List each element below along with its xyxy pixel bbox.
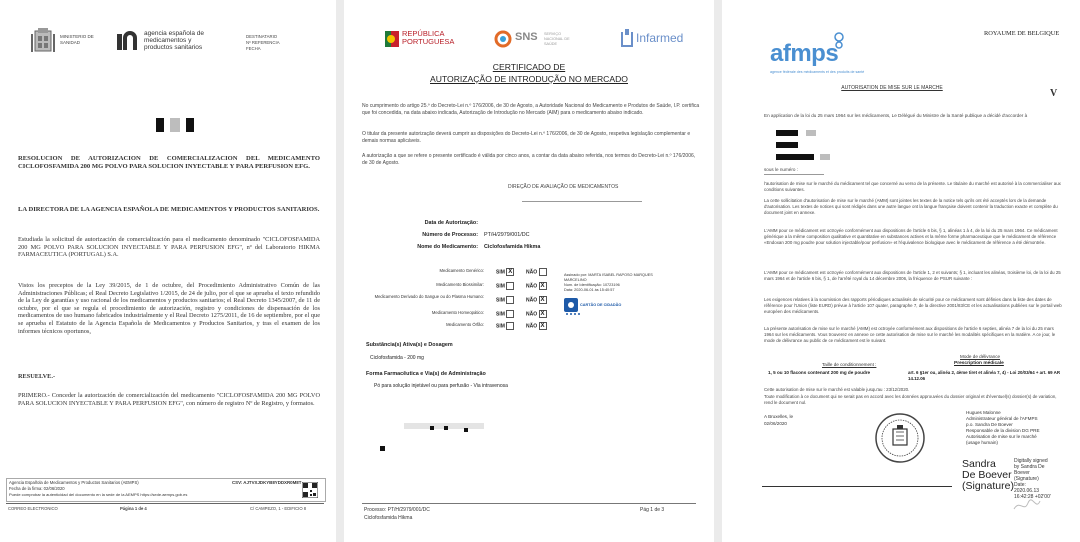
resuelve-heading: RESUELVE.- — [18, 373, 56, 380]
redaction — [776, 130, 798, 136]
field-value-name: Ciclofosfamida Hikma — [484, 244, 541, 250]
aemps-name: agencia española de medicamentos y productos sanitarios — [144, 30, 204, 51]
signer-big-1: Sandra — [962, 458, 996, 470]
table-header-delivery: Mode de délivrance — [960, 354, 1001, 359]
belgium-paragraph-2: La cette sollicitation d'autorisation de mise sur le marché (AMM) sont jointes les textes de la notice tels qu'ils ont été acceptés lors de la demande d'autorisation. Les textes de notices qui sont rédigés dans une autre langue ont la langue française doivent contenir la traduction exacte et complète du document joint en annexe. — [764, 198, 1058, 215]
form-heading: Forma Farmacêutica e Via(s) de Administração — [366, 371, 486, 377]
belgium-document — [722, 0, 1080, 542]
citizen-card-name: CARTÃO DE CIDADÃO — [580, 303, 622, 307]
check-label-generic: Medicamento Genérico: — [439, 268, 484, 273]
check-label-homeopathic: Medicamento Homeopático: — [431, 310, 484, 315]
digital-sig-1: Digitally signed — [1014, 458, 1048, 464]
table-row-delivery: art. 6 §1er ou, alinéa 2, 4ème tiret et alinéa 7, 4) - Loi 20/03/64 + art. 69 AR 14.12.06 — [908, 370, 1060, 381]
field-label-date: Data de Autorização: — [424, 220, 478, 226]
spain-paragraph-1: Estudiada la solicitud de autorización de comercialización para el medicamento denominado "CICLOFOSFAMIDA 200 MG POLVO PARA SOLUCION INYECTABLE Y PARA PERFUSION EFG", nº del Laboratorio HIKMA FARMACEUTICA (PORTUGAL) S.A. — [18, 236, 320, 259]
signature-date: 02/06/2020 — [764, 421, 787, 426]
signer-line-3: p.o. Sandra De Boever — [966, 422, 1013, 427]
footer-page: Página 1 de 4 — [120, 506, 147, 511]
redaction — [380, 446, 385, 451]
handwritten-signature-icon — [1012, 495, 1042, 515]
digital-sig-4: (Signature) — [1014, 476, 1039, 482]
certificate-subtitle: AUTORIZAÇÃO DE INTRODUÇÃO NO MERCADO — [430, 74, 628, 84]
header-right-3: FECHA — [246, 46, 261, 51]
footer-rule — [6, 503, 324, 504]
footer-date: Fecha de la firma: 02/06/2020 — [9, 486, 65, 491]
redaction — [806, 130, 816, 136]
signature-signer-2: MARCELINO — [564, 278, 587, 282]
footer-page: Pág 1 de 3 — [640, 507, 665, 513]
footer-address: C/ CAMPEZO, 1 - EDIFICIO 8 — [250, 506, 307, 511]
signature-signer: Assinado por: MARTA ISABEL RAPOSO MARQUES — [564, 273, 653, 277]
redaction — [820, 154, 830, 160]
portugal-paragraph-3: A autorização a que se refere o presente certificado é válida por cinco anos, a contar da data abaixo referida, nos termos do Decreto-Lei n.º 176/2006, de 30 de Agosto. — [362, 153, 696, 166]
check-nao: NÃO X — [526, 297, 545, 304]
check-nao: NÃO X — [526, 323, 545, 330]
check-label-orphan: Medicamento Órfão: — [446, 322, 484, 327]
belgium-paragraph-3: L'AMM pour ce médicament est octroyée conformément aux dispositions de l'article 6 bis, § 1, alinéas 1 à 4, de la loi du 25 mars 1964. Ce médicament générique a la même composition qualitative et quantitative en substances actives et la même forme pharmaceutique que le médicament de référence «Endoxan 200 mg poudre pour solution injectable/pour perfusion» et l'équivalence biologique avec le médicament de référence a été démontrée. — [764, 228, 1058, 245]
signer-line-1: Hugues Malonne — [966, 410, 1001, 415]
infarmed-name: Infarmed — [636, 31, 684, 45]
aemps-logo-icon — [116, 30, 142, 52]
redaction — [444, 426, 448, 430]
republica-name: REPÚBLICA PORTUGUESA — [402, 29, 455, 46]
digital-sig-7: 16:42:28 +02'00' — [1014, 494, 1051, 500]
signature-date: Data: 2020-06-01 às 15:40:57 — [564, 288, 615, 292]
check-sim: SIM — [496, 282, 514, 290]
footer-csv: CSV: AJTVXJDKYB8YDDXR0M8T — [232, 480, 302, 485]
header-right-2: Nº REFERENCIA — [246, 40, 280, 45]
belgium-paragraph-4: L'AMM pour ce médicament est octroyée conformément aux dispositions de l'article 1, 2 et suivants; § 1, incluant les alinéas, troisième loi, de la loi du 25 mars 1964 et de l'article 6 bis, § 1, de l'arrêté royal du 14 décembre 2006, la fréquence de PSUR suivante : — [764, 270, 1061, 281]
afmps-drop-icon — [832, 32, 846, 50]
check-sim: SIM X — [496, 269, 513, 276]
spain-paragraph-2: Vistos los preceptos de la Ley 39/2015, de 1 de octubre, del Procedimiento Administrativo Común de las Administraciones Públicas; el Real Decreto Legislativo 1/2015, de 24 de julio, por el que se aprueba el texto refundido de la Ley de garantías y uso racional de los medicamentos y productos sanitarios; el Real Decreto 1345/2007, de 11 de octubre, por el que se regula el procedimiento de autorización, registro y condiciones de dispensación de los medicamentos de uso humano fabricados industrialmente y el Real Decreto 1275/2011, de 16 de septiembre, por el que se aprueba el Estatuto de la Agencia Española de Medicamentos y Productos Sanitarios, y tras el examen de los informes técnicos oportunos, — [18, 282, 320, 335]
header-right-1: DESTINATARIO — [246, 34, 278, 39]
page-gap — [336, 0, 344, 542]
infarmed-logo-icon — [620, 28, 634, 48]
footer-verify: Agencia Española de Medicamentos y Productos Sanitarios (AEMPS) — [9, 480, 139, 485]
director-heading: LA DIRECTORA DE LA AGENCIA ESPAÑOLA DE MEDICAMENTOS Y PRODUCTOS SANITARIOS. — [18, 206, 320, 213]
portugal-paragraph-2: O titular da presente autorização deverá cumprir as disposições do Decreto-Lei n.º 176/2006, de 30 de Agosto, respetiva legislação complementar e demais normas aplicáveis. — [362, 131, 691, 144]
official-seal-icon — [874, 412, 926, 464]
signature-line — [522, 201, 642, 202]
signer-line-2: Administrateur général de l'AFMPS — [966, 416, 1038, 421]
table-row-package: 1, 5 ou 10 flacons contenant 200 mg de poudre — [768, 370, 871, 375]
signature-id: Num. de Identificação: 10723196 — [564, 283, 620, 287]
footer-link[interactable]: Puede comprobar la autenticidad del documento en la sede de la AEMPS https://sede.aemps.gob.es — [9, 492, 188, 497]
sns-logo-icon — [494, 30, 512, 48]
redaction — [170, 118, 180, 132]
validity-note: Toute modification à ce document qui ne serait pas en accord avec les données approuvées du dossier original et d'éventuel(s) dossier(s) de variation, rend le document nul. — [764, 394, 1057, 405]
redaction — [156, 118, 164, 132]
signer-line-4: Responsable de la division DG PRE — [966, 428, 1040, 433]
number-rule — [764, 174, 824, 175]
coat-of-arms-icon — [30, 26, 56, 56]
certificate-title: CERTIFICADO DE — [492, 62, 566, 72]
afmps-subtitle: agence fédérale des médicaments et des produits de santé — [770, 70, 865, 74]
kingdom-name: ROYAUME DE BELGIQUE — [984, 30, 1060, 37]
field-label-name: Nome do Medicamento: — [417, 244, 478, 250]
digital-sig-3: Boever — [1014, 470, 1030, 476]
redaction — [776, 142, 798, 148]
republica-emblem-icon — [384, 30, 400, 48]
field-value-process: PT/H/2979/001/DC — [484, 232, 530, 238]
check-sim: SIM — [496, 296, 514, 304]
check-nao: NÃO X — [526, 283, 545, 290]
belgium-paragraph-1: l'autorisation de mise sur le marché du médicament tel que concerné au verso de la présente. Le titulaire du marché est autorisé à la commercialiser aux conditions suivantes. — [764, 181, 1061, 192]
belgium-paragraph-5: Les exigences relatives à la soumission des rapports périodiques actualisés de sécurité pour ce médicament sont définies dans la liste des dates de référence pour l'Union (liste EURD) prévue à l'article 107 quater, paragraphe 7, de la directive 2001/83/CE et les actualisations publiées sur le portail web européen des médicaments. — [764, 297, 1062, 314]
check-nao: NÃO X — [526, 311, 545, 318]
place-date-label: A Bruxelles, le — [764, 414, 794, 419]
form-value: Pó para solução injetável ou para perfusão - Via intravenosa — [374, 383, 508, 389]
check-sim: SIM — [496, 310, 514, 318]
footer-rule — [362, 503, 696, 504]
signer-line-5: Autorisation de mise sur le marché — [966, 434, 1037, 439]
portugal-paragraph-1: No cumprimento do artigo 25.º do Decreto-Lei n.º 176/2006, de 30 de Agosto, a Autoridade Nacional do Medicamento e Produtos de Saúde, I.P. certifica que foi concedida, na data abaixo indicada, Autorização de Introdução no Mercado (AIM) para o medicamento abaixo indicado. — [362, 103, 700, 116]
page-gap — [714, 0, 722, 542]
digital-sig-5: Date: — [1014, 482, 1026, 488]
table-header-size: Taille de conditionnement : — [822, 362, 877, 367]
qr-code-icon — [302, 482, 318, 498]
redaction — [430, 426, 434, 430]
belgium-intro: En application de la loi du 25 mars 1964 sur les médicaments, Le Délégué du Ministre de la Santé publique a décidé d'accorder à — [764, 113, 1028, 118]
redaction — [776, 154, 814, 160]
footer-name: Ciclofosfamida Hikma — [364, 515, 413, 521]
digital-sig-2: by Sandra De — [1014, 464, 1045, 470]
validity-text: Cette autorisation de mise sur le marché est valable jusqu'au : 23/12/2020. — [764, 387, 910, 392]
corner-mark: V — [1050, 88, 1058, 99]
belgium-paragraph-6: La présente autorisation de mise sur le marché (AMM) est octroyée conformément aux dispositions de l'article 6 septies, alinéa 7 de la loi du 25 mars 1964 sur les médicaments. Vous trouverez en annexe ce cette autorisation de mise sur le marché les modalités spécifiques en la matière. A ce jour, le mode de délivrance au public de ce médicament est le suivant. — [764, 326, 1056, 343]
footer-email: CORREO ELECTRONICO — [8, 506, 58, 511]
redaction — [186, 118, 194, 132]
primero-paragraph: PRIMERO.- Conceder la autorización de comercialización del medicamento "CICLOFOSFAMIDA 200 MG POLVO PARA SOLUCION INYECTABLE Y PARA PERFUSION EFG", con número de registro Nº de Registro, y formatos. — [18, 392, 320, 407]
portugal-document — [344, 0, 714, 542]
afmps-logo: afmps — [770, 40, 839, 67]
sns-name: SNS — [515, 31, 538, 43]
footer-process: Processo: PT/H/2979/001/DC — [364, 507, 430, 513]
field-label-process: Número de Processo: — [422, 232, 478, 238]
check-label-blood: Medicamento Derivado do Sangue ou do Plasma Humano: — [374, 294, 484, 299]
redaction — [464, 428, 468, 432]
substance-value: Ciclofosfamida - 200 mg — [370, 355, 424, 361]
signer-big-2: De Boever — [962, 469, 1012, 481]
signer-line-6: (usage humain) — [966, 440, 998, 445]
resolution-title: RESOLUCION DE AUTORIZACION DE COMERCIALIZACION DEL MEDICAMENTO CICLOFOSFAMIDA 200 MG POLVO PARA SOLUCION INYECTABLE Y PARA PERFUSION EFG. — [18, 155, 320, 170]
check-sim: SIM — [496, 322, 514, 330]
footer-rule — [762, 486, 952, 487]
check-nao: NÃO — [526, 268, 547, 276]
ama-title: AUTORISATION DE MISE SUR LE MARCHE — [841, 85, 943, 91]
ministry-name: MINISTERIO DE SANIDAD — [60, 34, 94, 45]
direction-name: DIREÇÃO DE AVALIAÇÃO DE MEDICAMENTOS — [508, 184, 619, 190]
check-label-biosimilar: Medicamento Biossimilar: — [436, 282, 484, 287]
signer-big-3: (Signature) — [962, 480, 1014, 492]
prescription-label: Prescription médicale — [954, 361, 1004, 366]
substance-heading: Substância(s) Ativa(s) e Dosagem — [366, 342, 453, 348]
sns-subtitle: SERVIÇO NACIONAL DE SAÚDE — [544, 32, 570, 46]
digital-sig-6: 2020.06.13 — [1014, 488, 1040, 494]
spain-document — [0, 0, 336, 542]
under-number: sous le numéro : — [764, 167, 798, 172]
